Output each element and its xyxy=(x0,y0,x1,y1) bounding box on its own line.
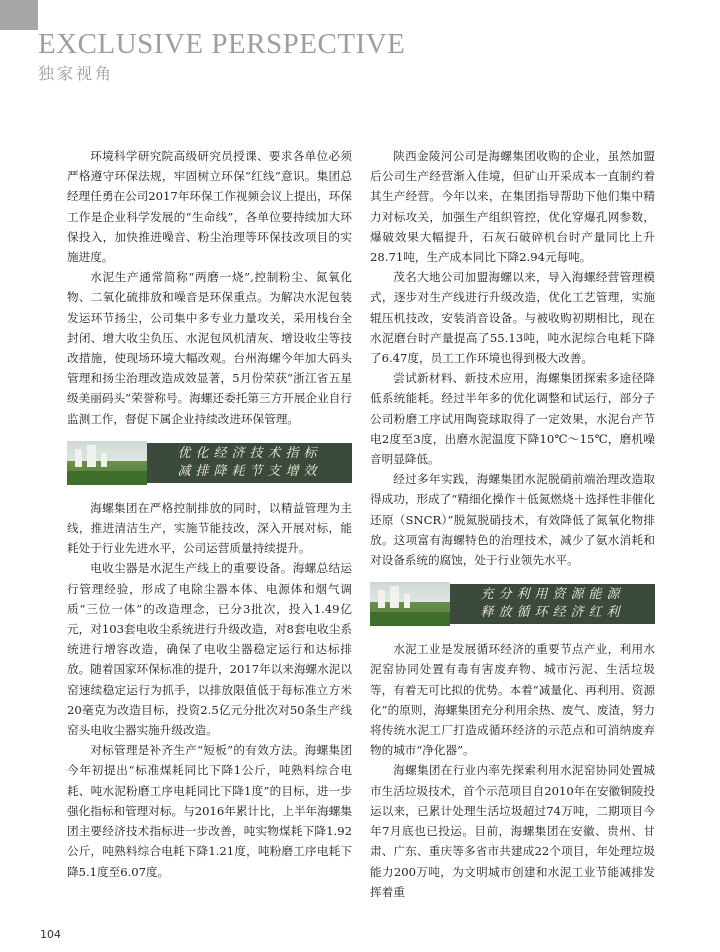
banner-heading-line: 释放循环经济红利 xyxy=(480,605,625,621)
corner-decoration xyxy=(0,0,38,30)
banner-heading-line: 充分利用资源能源 xyxy=(480,587,625,603)
section-subtitle: 独家视角 xyxy=(38,64,115,83)
section-title: EXCLUSIVE PERSPECTIVE xyxy=(38,28,406,60)
banner-heading-line: 优化经济技术指标 xyxy=(177,445,322,461)
paragraph: 经过多年实践，海螺集团水泥脱硝前端治理改造取得成功，形成了“精细化操作＋低氮燃烧＋选择性非催化还原（SNCR）”脱氮脱硝技术，有效降低了氮氧化物排放。这项富有海螺特色的治理技术，减少了氨水消耗和对设备系统的腐蚀，处于行业领先水平。 xyxy=(370,472,655,568)
paragraph: 水泥生产通常简称“两磨一烧”,控制粉尘、氮氧化物、二氧化硫排放和噪音是环保重点。为解决水泥包装发运环节扬尘，公司集中多专业力量攻关，采用栈台全封闭、增大收尘负压、水泥包风机清灰、增设收尘等技改措施，使现场环境大幅改观。台州海螺今年加大码头管理和扬尘治理改造成效显著，5月份荣获“浙江省五星级美丽码头”荣誉称号。海螺还委托第三方开展企业自行监测工作，督促下属企业持续改进环保管理。 xyxy=(67,270,352,426)
paragraph: 尝试新材料、新技术应用，海螺集团探索多途径降低系统能耗。经过半年多的优化调整和试运行，部分子公司粉磨工序试用陶瓷球取得了一定效果，水泥台产节电2度至3度，出磨水泥温度下降10℃～15℃，磨机噪音明显降低。 xyxy=(370,371,655,467)
paragraph: 茂名大地公司加盟海螺以来，导入海螺经营管理模式，逐步对生产线进行升级改造，优化工艺管理，实施辊压机技改，安装消音设备。与被收购初期相比，现在水泥磨台时产量提高了55.13吨，吨水泥综合电耗下降了6.47度，员工工作环境也得到极大改善。 xyxy=(370,270,655,366)
banner-heading xyxy=(450,584,655,624)
paragraph: 陕西金陵河公司是海螺集团收购的企业，虽然加盟后公司生产经营渐入佳境，但矿山开采成本一直制约着其生产经营。今年以来，在集团指导帮助下他们集中精力对标攻关，加强生产组织管控，优化穿爆孔网参数，爆破效果大幅提升，石灰石破碎机台时产量同比上升28.71吨，生产成本同比下降2.94元每吨。 xyxy=(370,149,655,265)
paragraph: 电收尘器是水泥生产线上的重要设备。海螺总结运行管理经验，形成了电除尘器本体、电源体和烟气调质“三位一体”的改造理念，已分3批次，投入1.49亿元，对103套电收尘系统进行升级改造，对8套电收尘系统进行增容改造，确保了电收尘器稳定运行和达标排放。随着国家环保标准的提升，2017年以来海螺水泥以窑速续稳定运行为抓手，以排放限值低于每标准立方米20毫克为改造目标，投资2.5亿元分批次对50条生产线窑头电收尘器实施升级改造。 xyxy=(67,561,352,738)
left-column xyxy=(67,146,352,882)
factory-photo xyxy=(370,582,450,626)
paragraph: 对标管理是补齐生产“短板”的有效方法。海螺集团今年初提出“标准煤耗同比下降1公斤，吨熟料综合电耗、吨水泥粉磨工序电耗同比下降1度”的目标，进一步强化指标和管理对标。与2016年累计比，上半年海螺集团主要经济技术指标进一步改善，吨实物煤耗下降1.92公斤，吨熟料综合电耗下降1.21度，吨粉磨工序电耗下降5.1度至6.07度。 xyxy=(67,743,352,879)
factory-photo xyxy=(67,441,147,485)
paragraph: 环境科学研究院高级研究员授课、要求各单位必须严格遵守环保法规，牢固树立环保“红线”意识。集团总经理任勇在公司2017年环保工作视频会议上提出，环保工作是企业科学发展的“生命线”，各单位要持续加大环保投入，加快推进噪音、粉尘治理等环保技改项目的实施进度。 xyxy=(67,149,352,265)
paragraph: 水泥工业是发展循环经济的重要节点产业，利用水泥窑协同处置有毒有害废弃物、城市污泥、生活垃圾等，有着无可比拟的优势。本着“减量化、再利用、资源化”的原则，海螺集团充分利用余热、废气、废渣，努力将传统水泥工厂打造成循环经济的示范点和可消纳废弃物的城市“净化器”。 xyxy=(370,642,655,758)
right-column xyxy=(370,146,655,902)
banner-heading xyxy=(147,443,352,483)
page-number: 104 xyxy=(40,928,61,941)
banner-heading-line: 减排降耗节支增效 xyxy=(177,463,322,479)
paragraph: 海螺集团在严格控制排放的同时，以精益管理为主线，推进清洁生产，实施节能技改，深入开展对标，能耗处于行业先进水平，公司运营质量持续提升。 xyxy=(67,500,352,556)
section-banner xyxy=(370,584,655,624)
paragraph: 海螺集团在行业内率先探索利用水泥窑协同处置城市生活垃圾技术，首个示范项目自2010年在安徽铜陵投运以来，已累计处理生活垃圾超过74万吨，二期项目今年7月底也已投运。目前，海螺集团在安徽、贵州、甘肃、广东、重庆等多省市共建成22个项目，年处理垃圾能力200万吨，为文明城市创建和水泥工业节能减排发挥着重 xyxy=(370,763,655,899)
section-banner xyxy=(67,443,352,483)
